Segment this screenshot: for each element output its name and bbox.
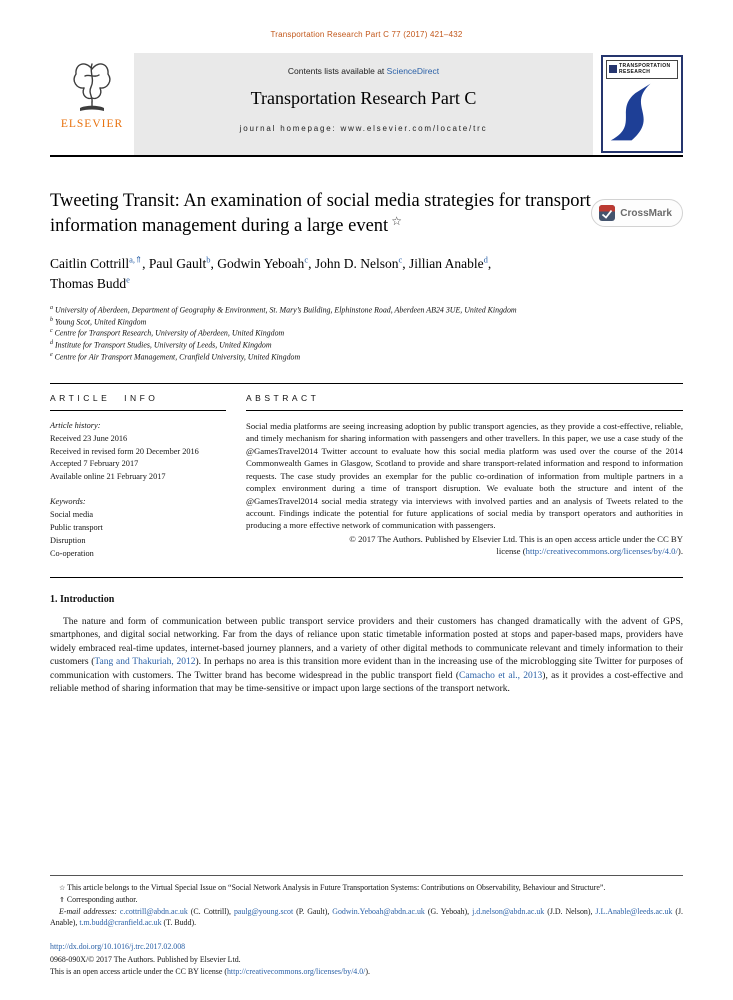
author: Paul Gault$^b$, — [148, 254, 218, 271]
author: Thomas Budd$^e$ — [50, 274, 130, 292]
cover-swoosh-graphic — [607, 81, 677, 143]
keyword: Disruption — [50, 535, 86, 545]
imprint-license-line: This is an open access article under the CC BY license (http://creativecommons.org/licenses/by/4.0/). — [50, 966, 370, 976]
affiliation: $^e$ Centre for Air Transport Management, Cranfield University, United Kingdom — [50, 352, 301, 362]
star-marker: ☆ — [59, 883, 66, 892]
elsevier-tree-icon — [67, 55, 117, 117]
introduction-heading: 1. Introduction — [50, 593, 115, 605]
affiliation: $^d$ Institute for Transport Studies, University of Leeds, United Kingdom — [50, 340, 272, 350]
elsevier-logo[interactable] — [50, 53, 134, 155]
email-link[interactable]: paulg@young.scot — [233, 906, 294, 916]
author-affil-sup[interactable]: e — [126, 274, 130, 285]
article-title-text: Tweeting Transit: An examination of social media strategies for transport information management during a large event — [50, 191, 591, 236]
crossmark-icon — [599, 205, 615, 221]
copyright-line: © 2017 The Authors. Published by Elsevier Ltd. This is an open access article under the CC BY — [349, 533, 683, 544]
author: Jillian Anable$^d$, — [409, 254, 492, 271]
sciencedirect-link[interactable]: ScienceDirect — [386, 66, 440, 76]
page-footer — [50, 875, 683, 978]
elsevier-wordmark: ELSEVIER — [60, 118, 124, 130]
article-info-column — [50, 393, 246, 561]
license-line: license (http://creativecommons.org/licenses/by/4.0/). — [496, 546, 683, 557]
citation-link-camacho[interactable]: Camacho et al., 2013 — [459, 670, 543, 681]
author-list — [50, 253, 683, 295]
history-line: Received in revised form 20 December 2016 — [50, 446, 199, 456]
email-link[interactable]: c.cottrill@abdn.ac.uk — [119, 906, 188, 916]
article-title — [50, 189, 591, 238]
crossmark-label: CrossMark — [620, 207, 672, 219]
journal-title: Transportation Research Part C — [250, 88, 477, 108]
author-affil-sup[interactable]: d — [483, 254, 488, 265]
author-affil-sup[interactable]: c — [304, 254, 309, 265]
author: Caitlin Cottrill$^{a,⇑}$, — [50, 254, 149, 271]
author-affil-sup[interactable]: a,⇑ — [129, 254, 143, 265]
history-line: Accepted 7 February 2017 — [50, 459, 139, 469]
issn-line: 0968-090X/© 2017 The Authors. Published by Elsevier Ltd. — [50, 954, 241, 964]
keywords-label: Keywords: — [50, 497, 86, 507]
introduction-paragraph: The nature and form of communication between public transport service providers and their customers has changed dramatically with the advent of GPS, smartphones, and digital social networking. Far from the days of reliance upon static timetable information posted at stops and paper-based maps, providers have widely embraced real-time updates, internet-based journey planners, and a variety of other digital methods to communicate relevant and timely information to their customers (Tang and Thakuriah, 2012). In perhaps no area is this transition more evident than in the increasing use of the microblogging site Twitter for purposes of communication with customers. The Twitter brand has become widespread in the public transport field (Camacho et al., 2013), as it provides a cost-effective and reliable method of sharing information that may be time-sensitive or impact upon large sections of the transport network. — [50, 616, 683, 695]
keyword: Co-operation — [50, 548, 94, 558]
header-rule — [50, 155, 683, 157]
introduction-section — [50, 594, 683, 697]
special-issue-footnote: ☆ This article belongs to the Virtual Special Issue on “Social Network Analysis in Future Transportation Systems: Contributions on Observability, Behaviour and Structure”. — [59, 882, 606, 892]
affiliations — [50, 304, 683, 363]
email-link[interactable]: Godwin.Yeboah@abdn.ac.uk — [332, 906, 425, 916]
history-line: Available online 21 February 2017 — [50, 472, 166, 482]
abstract-copyright — [246, 533, 683, 558]
affiliation: $^b$ Young Scot, United Kingdom — [50, 316, 147, 327]
cover-title-line1: TRANSPORTATION — [619, 63, 671, 69]
author-affil-sup[interactable]: c — [398, 254, 403, 265]
keyword: Social media — [50, 510, 94, 520]
abstract-text: Social media platforms are seeing increasing adoption by public transport agencies, as they provide a cost-effective, reliable, and timely mechanism for sharing information with passengers and other travellers. In this paper, we use a case study of the @GamesTravel2014 Twitter account to evaluate how this social media platform was used over the course of the 2014 Commonwealth Games in Glasgow, Scotland to provide and share transport-related information and respond to information requests. The case study provides an exemplar for the public co-ordination of information from multiple partners in a complex environment during a time of transport disruption. We evaluate both the structure and intent of the @GamesTravel2014 social media strategy via interviews with involved parties and an analysis of Tweets related to the account. Findings indicate the potential for future applications of social media by transport operators and authorities in producing a more effective network of communication with passengers. — [246, 420, 683, 531]
contents-text: Contents lists available at — [287, 66, 387, 76]
journal-masthead — [134, 53, 593, 155]
article-info-heading: ARTICLE INFO — [50, 393, 226, 411]
history-line: Received 23 June 2016 — [50, 433, 128, 443]
author-affil-sup[interactable]: b — [206, 254, 211, 265]
special-issue-star-icon[interactable]: ☆ — [391, 213, 402, 228]
cc-license-link[interactable]: http://creativecommons.org/licenses/by/4.0/ — [525, 546, 678, 557]
contents-line — [134, 66, 593, 76]
cover-mini-logo-icon — [609, 65, 617, 73]
email-link[interactable]: j.d.nelson@abdn.ac.uk — [472, 906, 545, 916]
email-link[interactable]: t.m.budd@cranfield.ac.uk — [79, 918, 162, 928]
cover-masthead — [606, 60, 678, 79]
author: John D. Nelson$^c$, — [314, 254, 409, 271]
crossmark-badge[interactable] — [591, 199, 683, 227]
title-row — [50, 189, 683, 238]
affiliation: $^c$ Centre for Transport Research, University of Aberdeen, United Kingdom — [50, 328, 285, 338]
abstract-column — [246, 393, 683, 561]
article-history-label: Article history: — [50, 420, 101, 430]
affiliation: $^a$ University of Aberdeen, Department of Geography & Environment, St. Mary’s Building, Elphinstone Road, Aberdeen AB24 3UE, United Kingdom — [50, 304, 517, 315]
doi-link[interactable]: http://dx.doi.org/10.1016/j.trc.2017.02.008 — [50, 942, 186, 952]
journal-cover-thumbnail[interactable] — [601, 55, 683, 153]
email-label: E-mail addresses: — [59, 906, 117, 916]
imprint-license-link[interactable]: http://creativecommons.org/licenses/by/4.0/ — [226, 966, 366, 976]
journal-citation-link[interactable]: Transportation Research Part C 77 (2017) 421–432 — [270, 30, 463, 39]
cover-title-line2: RESEARCH — [619, 69, 651, 76]
author: Godwin Yeboah$^c$, — [217, 254, 315, 271]
email-addresses-footnote: E-mail addresses: c.cottrill@abdn.ac.uk (C. Cottrill), paulg@young.scot (P. Gault), Godwin.Yeboah@abdn.ac.uk (G. Yeboah), j.d.nelson@abdn.ac.uk (J.D. Nelson), J.L.Anable@leeds.ac.uk (J. Anable), t.m.budd@cranfield.ac.uk (T. Budd). — [50, 906, 683, 928]
citation-link-tang-thakuriah[interactable]: Tang and Thakuriah, 2012 — [94, 657, 196, 668]
corresponding-marker: ⇑ — [59, 895, 65, 904]
imprint-block — [50, 941, 683, 978]
journal-homepage-link[interactable]: journal homepage: www.elsevier.com/locate/trc — [239, 124, 488, 133]
journal-cover-area — [593, 53, 683, 155]
journal-header — [50, 53, 683, 155]
abstract-heading: ABSTRACT — [246, 393, 683, 411]
article-info-abstract-section — [50, 383, 683, 578]
corresponding-author-footnote: ⇑ Corresponding author. — [59, 894, 138, 904]
keyword: Public transport — [50, 522, 103, 532]
footnote-rule — [50, 875, 683, 876]
email-link[interactable]: J.L.Anable@leeds.ac.uk — [595, 906, 673, 916]
